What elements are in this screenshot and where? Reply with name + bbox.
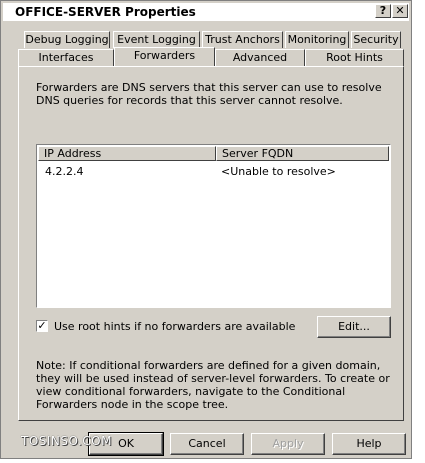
server-fqdn-cell: <Unable to resolve> <box>221 165 336 178</box>
tab-trust-anchors[interactable]: Trust Anchors <box>202 31 283 48</box>
title-bar <box>3 3 409 21</box>
tab-forwarders[interactable]: Forwarders <box>114 47 215 66</box>
edit-button[interactable]: Edit... <box>317 316 391 338</box>
cancel-button[interactable]: Cancel <box>170 433 244 455</box>
tab-advanced[interactable]: Advanced <box>215 49 305 66</box>
tab-root-hints[interactable]: Root Hints <box>305 49 404 66</box>
forwarders-description: Forwarders are DNS servers that this server can use to resolve DNS queries for records that this server cannot resolve. <box>36 81 382 107</box>
forwarders-list[interactable] <box>36 144 391 308</box>
ip-address-cell: 4.2.2.4 <box>45 165 84 178</box>
use-root-hints-label[interactable]: Use root hints if no forwarders are available <box>54 320 296 333</box>
window-title: OFFICE-SERVER Properties <box>15 5 196 19</box>
apply-button[interactable]: Apply <box>251 433 325 455</box>
watermark-text: TOSINSO.COM <box>21 434 112 448</box>
use-root-hints-checkbox[interactable]: ✓ <box>37 319 47 332</box>
column-header-server-fqdn[interactable]: Server FQDN <box>216 146 389 161</box>
ok-button[interactable]: OK <box>89 433 163 455</box>
help-button[interactable]: Help <box>332 433 406 455</box>
tab-debug-logging[interactable]: Debug Logging <box>25 33 109 46</box>
close-title-button[interactable]: ✕ <box>392 4 408 18</box>
help-title-button[interactable]: ? <box>375 4 391 18</box>
tab-interfaces[interactable]: Interfaces <box>18 49 114 66</box>
column-header-ip-address[interactable]: IP Address <box>38 146 216 161</box>
tab-security[interactable]: Security <box>351 31 401 48</box>
tab-event-logging[interactable]: Event Logging <box>113 31 200 48</box>
conditional-forwarders-note: Note: If conditional forwarders are defined for a given domain, they will be used instead of server-level forwarders. To create or view conditional forwarders, navigate to the Conditional Forwarders node in the scope tree. <box>36 359 390 411</box>
tab-monitoring[interactable]: Monitoring <box>285 31 349 48</box>
